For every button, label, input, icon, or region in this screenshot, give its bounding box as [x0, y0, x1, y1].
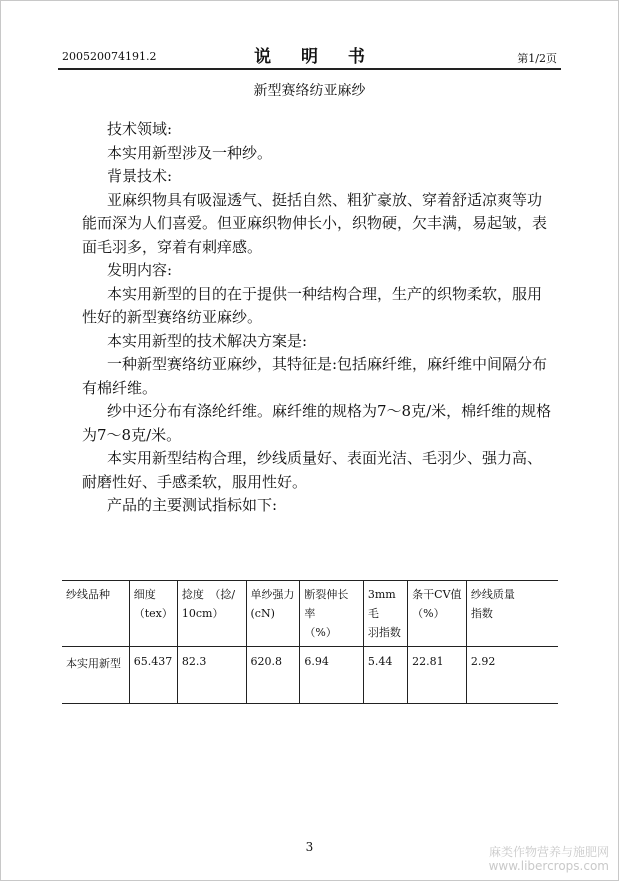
table-cell: 65.437: [129, 647, 177, 704]
paragraph-background: 亚麻织物具有吸湿透气、挺括自然、粗犷豪放、穿着舒适凉爽等功能而深为人们喜爱。但亚麻织物伸长小，织物硬，欠丰满，易起皱，表面毛羽多，穿着有刺痒感。: [82, 190, 548, 256]
table-header-cell: 捻度 （捻/ 10cm）: [177, 581, 246, 647]
section-heading-technical-field: 技术领域:: [107, 120, 173, 138]
paragraph-solution-1: 一种新型赛络纺亚麻纱，其特征是:包括麻纤维，麻纤维中间隔分布有棉纤维。: [82, 355, 548, 397]
watermark-line-1: 麻类作物营养与施肥网: [488, 845, 609, 859]
table-header-cell: 纱线品种: [66, 588, 110, 601]
table-header-cell: 断裂伸长率 （%）: [300, 581, 363, 647]
table-header-cell: 3mm毛 羽指数: [363, 581, 407, 647]
paragraph-solution-2: 纱中还分布有涤纶纤维。麻纤维的规格为7～8克/米，棉纤维的规格为7～8克/米。: [82, 402, 552, 444]
section-heading-invention: 发明内容:: [107, 261, 173, 279]
page-number: 3: [305, 840, 314, 854]
table-header-cell: 单纱强力 (cN): [246, 581, 300, 647]
specification-body: [82, 118, 554, 518]
table-header-cell: 细度 （tex）: [129, 581, 177, 647]
table-cell: 82.3: [177, 647, 246, 704]
application-number: 200520074191.2: [62, 50, 157, 63]
table-header-cell: 纱线质量 指数: [466, 581, 558, 647]
table-cell: 本实用新型: [66, 657, 121, 670]
header-rule: [58, 68, 561, 70]
section-heading-background: 背景技术:: [107, 167, 173, 185]
table-cell: 6.94: [300, 647, 363, 704]
table-cell: 620.8: [246, 647, 300, 704]
paragraph-solution-intro: 本实用新型的技术解决方案是:: [107, 331, 308, 350]
watermark: [489, 845, 609, 873]
watermark-line-2: www.libercrops.com: [488, 859, 609, 873]
document-title: 新型赛络纺亚麻纱: [253, 83, 366, 99]
paragraph-test-intro: 产品的主要测试指标如下:: [107, 496, 278, 514]
table-body: [62, 647, 558, 704]
table-cell: 22.81: [408, 647, 467, 704]
table-header-row: [62, 581, 558, 647]
paragraph-effect: 本实用新型结构合理，纱线质量好、表面光洁、毛羽少、强力高、耐磨性好、手感柔软，服用性好。: [82, 449, 543, 491]
paragraph-technical-field: 本实用新型涉及一种纱。: [107, 143, 273, 162]
table-header-cell: 条干CV值 （%）: [408, 581, 467, 647]
paragraph-invention-purpose: 本实用新型的目的在于提供一种结构合理，生产的织物柔软，服用性好的新型赛络纺亚麻纱。: [82, 284, 543, 326]
table-cell: 2.92: [466, 647, 558, 704]
header-title: 说 明 书: [254, 47, 377, 67]
table-cell: 5.44: [363, 647, 407, 704]
table-row: [62, 647, 558, 704]
test-results-table: [62, 580, 558, 704]
page-reference: 第1/2页: [517, 52, 557, 65]
